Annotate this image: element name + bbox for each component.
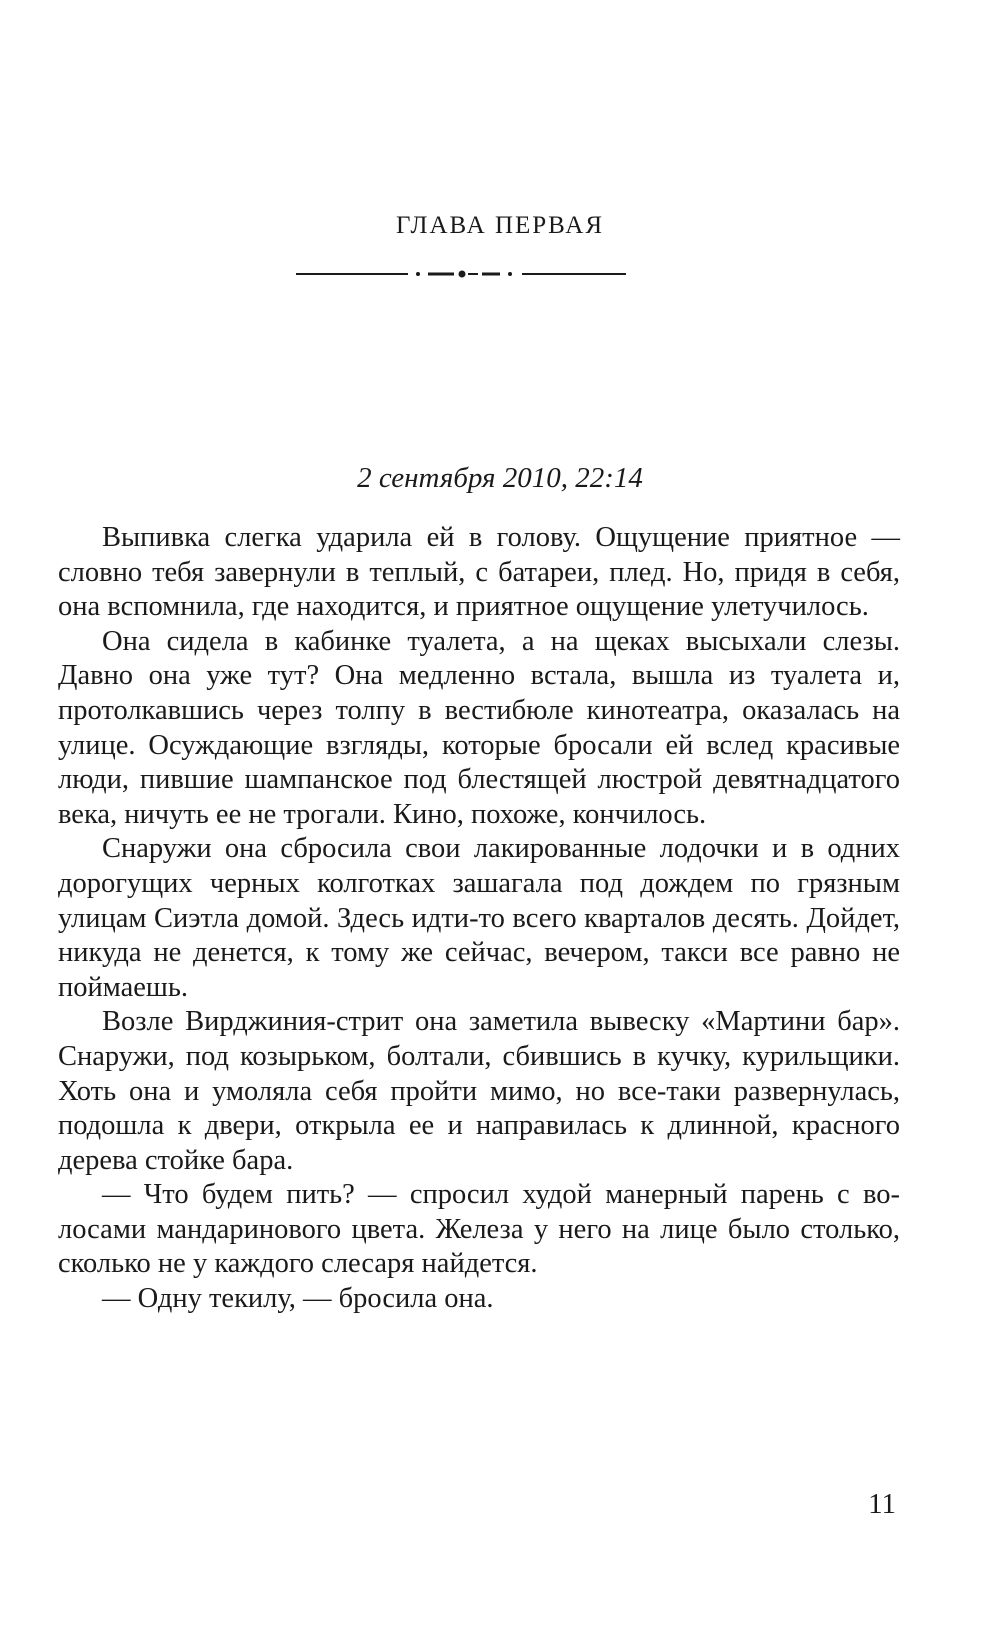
page-number: 11 xyxy=(868,1488,896,1520)
chapter-ornament-divider xyxy=(296,266,656,282)
chapter-body xyxy=(58,521,900,1317)
paragraph: — Одну текилу, — бросила она. xyxy=(102,1283,494,1315)
paragraph: Выпивка слегка ударила ей в голову. Ощущение приятное — словно тебя завернули в теплый, с батареи, плед. Но, придя в себя, она вспомнила, где находится, и приятное ощущение улетучилось. xyxy=(58,522,900,623)
paragraph: Снаружи она сбросила свои лакированные лодочки и в одних дорогущих черных колготках зашагала под дождем по грязным улицам Сиэтла домой. Здесь идти-то всего кварталов десять. Дойдет, никуда не денется, к тому же сейчас, вечером, такси все равно не поймаешь. xyxy=(58,833,900,1003)
chapter-title: ГЛАВА ПЕРВАЯ xyxy=(395,212,605,239)
section-date-heading: 2 сентября 2010, 22:14 xyxy=(357,462,643,494)
paragraph: Возле Вирджиния-стрит она заметила вывеску «Мартини бар». Снаружи, под козырьком, болтали, сбившись в кучку, курильщики. Хоть она и умоляла себя пройти мимо, но все-таки развернулась, подошла к двери, открыла ее и направилась к длинной, красного дерева стойке бара. xyxy=(58,1006,900,1176)
paragraph: — Что будем пить? — спросил худой манерный парень с волосами мандаринового цвета. Железа у него на лице было столько, сколько не у каждого слесаря найдется. xyxy=(58,1179,900,1280)
paragraph: Она сидела в кабинке туалета, а на щеках высыхали слезы. Давно она уже тут? Она медленно встала, вышла из туалета и, протолкавшись через толпу в вестибюле кинотеатра, оказалась на улице. Осуждающие взгляды, которые бросали ей вслед красивые люди, пившие шампанское под блестящей люстрой девятнадцатого века, ничуть ее не трогали. Кино, похоже, кончилось. xyxy=(58,625,900,830)
